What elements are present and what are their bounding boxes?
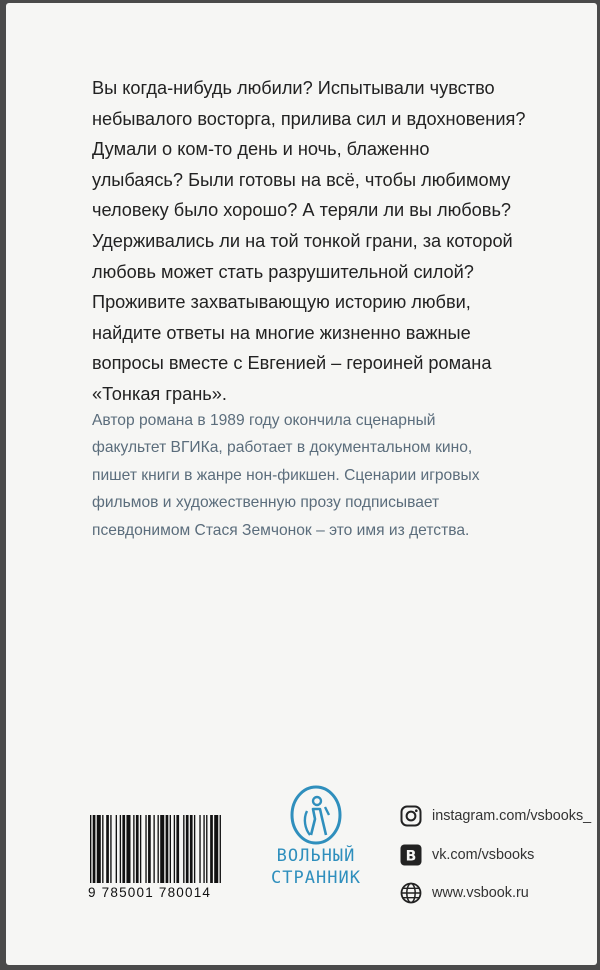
barcode-bar: [148, 815, 151, 883]
website-link: [400, 880, 591, 906]
barcode-bars: [88, 815, 262, 883]
barcode-bar: [194, 815, 195, 883]
barcode-bar: [158, 815, 159, 883]
blurb-line: вопросы вместе с Евгенией – героиней романа: [92, 353, 492, 374]
blurb-line: любовь может стать разрушительной силой?: [92, 261, 474, 282]
barcode-bar: [120, 815, 121, 883]
barcode-bar: [214, 815, 218, 883]
barcode-bar: [140, 815, 141, 883]
barcode-bar: [176, 815, 179, 883]
bio-line: фильмов и художественную прозу подписывает: [92, 494, 440, 512]
barcode-bar: [93, 815, 96, 883]
barcode-bar: [160, 815, 164, 883]
barcode-bar: [166, 815, 169, 883]
barcode-bar: [136, 815, 139, 883]
barcode-bar: [126, 815, 130, 883]
bio-line: псевдонимом Стася Земчонок – это имя из детства.: [92, 521, 470, 539]
instagram-link: [400, 803, 591, 829]
barcode-bar: [203, 815, 204, 883]
barcode-bar: [116, 815, 117, 883]
social-links: [400, 803, 591, 919]
blurb-line: небывалого восторга, прилива сил и вдохновения?: [92, 108, 526, 129]
barcode-bar: [90, 815, 91, 883]
publisher-name-line-2: СТРАННИК: [271, 868, 361, 888]
bio-line: факультет ВГИКа, работает в документальном кино,: [92, 439, 473, 457]
barcode-bar: [199, 815, 200, 883]
vk-url: vk.com/vsbooks: [432, 846, 535, 863]
author-bio-paragraph: [92, 407, 562, 544]
barcode-bar: [153, 815, 154, 883]
instagram-url: instagram.com/vsbooks_: [432, 808, 592, 824]
barcode-bar: [102, 815, 103, 883]
globe-icon: [400, 882, 422, 904]
publisher-name-line-1: ВОЛЬНЫЙ: [276, 846, 356, 866]
blurb-line: человеку было хорошо? А теряли ли вы любовь?: [92, 200, 512, 221]
blurb-line: Проживите захватывающую историю любви,: [92, 292, 471, 313]
blurb-line: Удерживались ли на той тонкой грани, за которой: [92, 230, 513, 251]
blurb-paragraph: [92, 73, 562, 410]
blurb-line: найдите ответы на многие жизненно важные: [92, 322, 471, 343]
barcode-bar: [110, 815, 111, 883]
barcode-bar: [122, 815, 125, 883]
isbn-barcode: [88, 815, 266, 900]
bio-line: пишет книги в жанре нон-фикшен. Сценарии игровых: [92, 466, 480, 484]
barcode-bar: [174, 815, 175, 883]
barcode-bar: [183, 815, 184, 883]
bio-line: Автор романа в 1989 году окончила сценарный: [92, 412, 436, 429]
vk-icon: [400, 844, 422, 866]
blurb-line: Думали о ком-то день и ночь, блаженно: [92, 139, 430, 160]
barcode-bar: [206, 815, 207, 883]
barcode-bar: [106, 815, 109, 883]
website-url: www.vsbook.ru: [432, 885, 529, 901]
barcode-bar: [220, 815, 221, 883]
barcode-bar: [97, 815, 101, 883]
barcode-bar: [186, 815, 189, 883]
book-back-cover: [6, 3, 597, 965]
barcode-bar: [170, 815, 171, 883]
blurb-line: Вы когда-нибудь любили? Испытывали чувство: [92, 78, 495, 98]
barcode-bar: [190, 815, 193, 883]
publisher-logo: [268, 785, 364, 889]
blurb-line: «Тонкая грань».: [92, 383, 227, 404]
instagram-icon: [400, 805, 422, 827]
vk-link: [400, 842, 591, 868]
publisher-emblem-icon: [289, 785, 343, 845]
isbn-number: 9 785001 780014: [88, 885, 212, 900]
svg-text:B: B: [405, 848, 417, 864]
barcode-bar: [133, 815, 134, 883]
barcode-bar: [145, 815, 146, 883]
barcode-bar: [210, 815, 213, 883]
blurb-line: улыбаясь? Были готовы на всё, чтобы любимому: [92, 169, 511, 190]
